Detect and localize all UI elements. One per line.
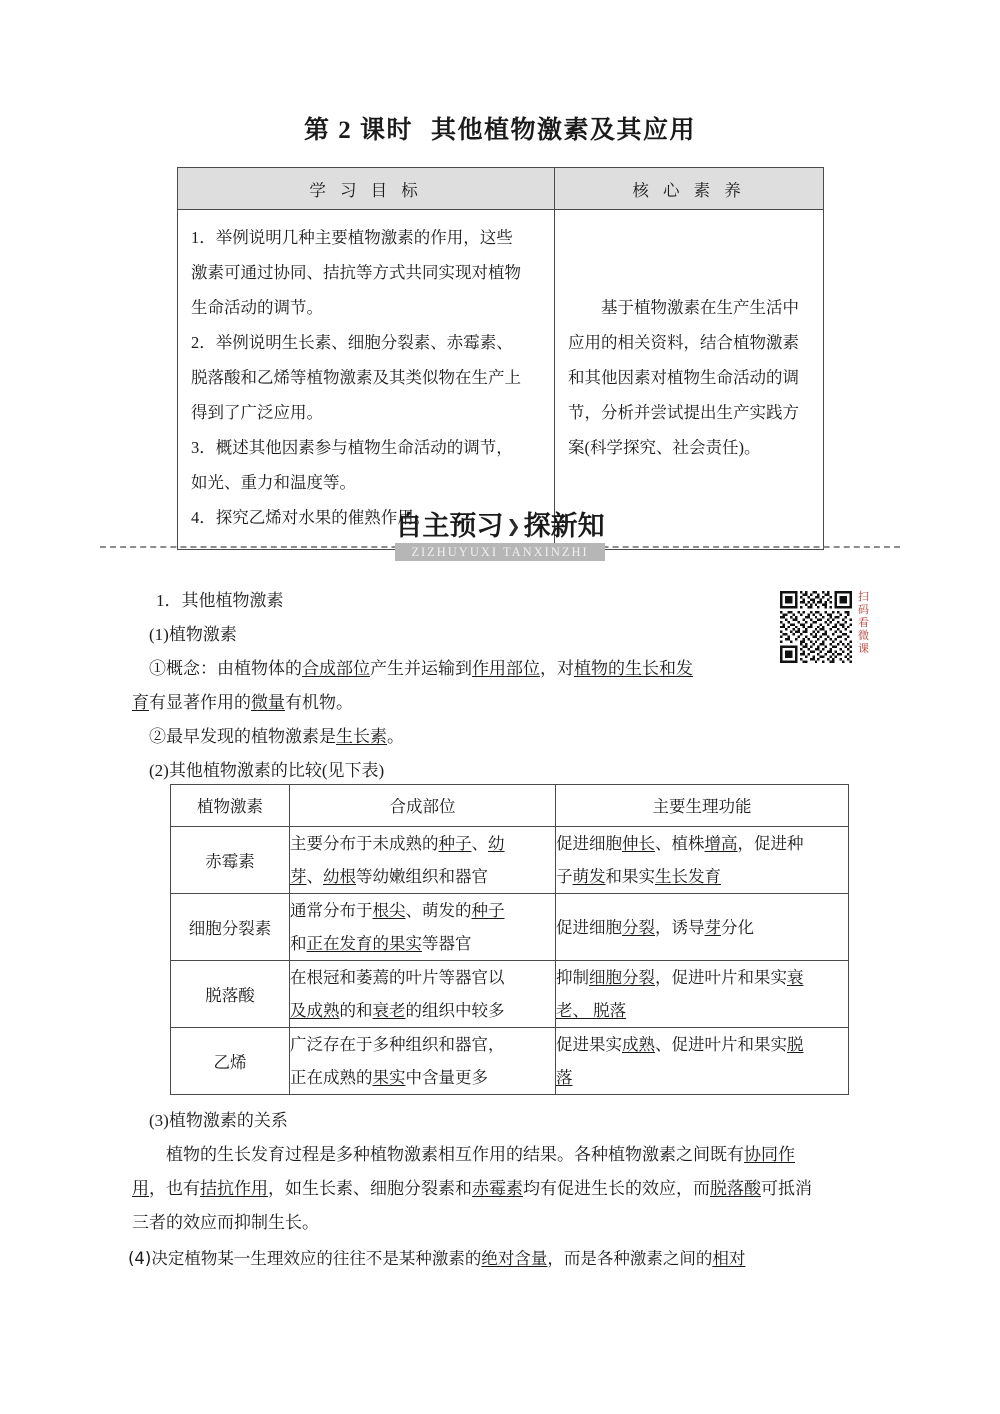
- answer-blank: 芽: [290, 867, 307, 886]
- relation-blank-2: 拮抗作用: [200, 1179, 268, 1198]
- learning-objectives-table: [177, 167, 824, 550]
- cell-synthesis-site: [290, 894, 556, 961]
- subitem-plant-hormone: (1)植物激素: [149, 625, 237, 644]
- cell-hormone-name: 细胞分裂素: [171, 894, 290, 961]
- objective-line: 生命活动的调节。: [191, 298, 323, 317]
- page-title: [0, 110, 1000, 146]
- cell-line: [290, 860, 555, 893]
- content-block-item-4: [128, 1242, 868, 1276]
- cell-text: 主要分布于未成熟的: [290, 834, 439, 853]
- subitem-hormone-relations: (3)植物激素的关系: [149, 1111, 288, 1130]
- relation-text: 可抵消: [761, 1179, 812, 1198]
- item-4-blank-2: 相对: [712, 1249, 746, 1268]
- answer-blank: 果实: [372, 1068, 406, 1087]
- cell-text: 等幼嫩组织和器官: [356, 867, 488, 886]
- qr-caption-char: 课: [858, 642, 869, 655]
- content-block-relations: [132, 1104, 872, 1240]
- item-4-blank-1: 绝对含量: [481, 1249, 548, 1268]
- earliest-blank: 生长素: [336, 727, 387, 746]
- cell-text: 的组织中较多: [405, 1001, 505, 1020]
- cell-line: [290, 927, 555, 960]
- item-4-text: ，而是各种激素之间的: [547, 1249, 713, 1268]
- relation-text: 植物的生长发育过程是多种植物激素相互作用的结果。各种植物激素之间既有: [166, 1145, 744, 1164]
- cell-text: 促进细胞: [556, 834, 622, 853]
- concept-text: 有显著作用的: [149, 693, 251, 712]
- earliest-hormone-line: [132, 720, 872, 754]
- cell-function: [556, 827, 849, 894]
- qr-code-icon: [780, 591, 852, 663]
- relation-blank-4: 脱落酸: [710, 1179, 761, 1198]
- chevron-right-icon: ❯: [506, 517, 521, 537]
- relation-text: 均有促进生长的效应，而: [523, 1179, 710, 1198]
- cell-hormone-name: 脱落酸: [171, 961, 290, 1028]
- concept-text: ，对: [540, 659, 574, 678]
- cell-text: 、: [471, 834, 488, 853]
- answer-blank: 种子: [471, 901, 505, 920]
- cell-line: [290, 1028, 555, 1061]
- cell-line: [290, 1061, 555, 1094]
- answer-blank: 细胞分裂: [589, 968, 655, 987]
- cell-line: [556, 911, 848, 944]
- banner-center: [330, 512, 670, 561]
- answer-blank: 萌发: [572, 867, 606, 886]
- cell-text: ，诱导: [655, 917, 705, 937]
- header-core-competency: 核 心 素 养: [555, 168, 824, 210]
- cell-line: [290, 827, 555, 860]
- cell-line: [556, 1061, 848, 1094]
- page-title-lesson: 第 2 课时: [303, 117, 413, 144]
- cell-synthesis-site: [290, 827, 556, 894]
- cell-learning-objectives: [178, 210, 555, 550]
- content-block-intro: [132, 584, 872, 788]
- header-synthesis-site: 合成部位: [290, 785, 556, 827]
- relation-line-2: [132, 1172, 872, 1206]
- cell-text: 等器官: [422, 934, 472, 953]
- answer-blank: 落: [556, 1068, 573, 1087]
- cell-text: 抑制: [556, 968, 589, 987]
- item-4-text: (4)决定植物某一生理效应的往往不是某种激素的: [128, 1249, 482, 1268]
- relation-blank-1: 协同作: [744, 1145, 795, 1164]
- header-hormone: 植物激素: [171, 785, 290, 827]
- objective-line: 激素可通过协同、拮抗等方式共同实现对植物: [191, 263, 521, 282]
- cell-synthesis-site: [290, 961, 556, 1028]
- banner-title-left: 自主预习: [395, 511, 504, 542]
- cell-text: 、促进叶片和果实: [655, 1035, 787, 1054]
- table-header-row: [178, 168, 824, 210]
- answer-blank: 衰老: [372, 1001, 406, 1020]
- cell-line: [556, 1028, 848, 1061]
- cell-function: [556, 1028, 849, 1095]
- answer-blank: 种子: [438, 834, 472, 853]
- relation-text: ，也有: [149, 1179, 200, 1198]
- qr-caption-char: 码: [858, 603, 869, 616]
- answer-blank: 芽: [704, 917, 721, 937]
- objective-line: 脱落酸和乙烯等植物激素及其类似物在生产上: [191, 368, 521, 387]
- cell-text: 中含量更多: [405, 1068, 488, 1087]
- cell-text: ，促进种: [737, 834, 804, 853]
- cell-synthesis-site: [290, 1028, 556, 1095]
- cell-text: 促进细胞: [556, 917, 622, 937]
- concept-line-2: [132, 686, 872, 720]
- relation-line-1: [132, 1138, 872, 1172]
- cell-line: [556, 827, 848, 860]
- answer-blank: 幼: [488, 834, 505, 853]
- qr-caption-char: 微: [858, 629, 869, 642]
- header-learning-objectives: 学 习 目 标: [178, 168, 555, 210]
- comparison-table-body: [171, 827, 849, 1095]
- cell-text: 、萌发的: [405, 901, 472, 920]
- hormone-comparison-table: [170, 784, 849, 1095]
- answer-blank: 衰: [787, 968, 804, 987]
- cell-text: 的和: [339, 1001, 373, 1020]
- page-title-topic: 其他植物激素及其应用: [431, 117, 697, 144]
- banner-title: [330, 512, 670, 542]
- header-function: 主要生理功能: [556, 785, 849, 827]
- cell-line: [290, 961, 555, 994]
- qr-code-image[interactable]: [780, 591, 852, 663]
- cell-line: [556, 994, 848, 1027]
- cell-text: 和果实: [605, 867, 655, 886]
- table-row: [171, 961, 849, 1028]
- concept-blank-3-cont: 育: [132, 693, 149, 712]
- objective-line: 3．概述其他因素参与植物生命活动的调节，: [191, 438, 513, 457]
- qr-code-caption: [856, 590, 871, 655]
- answer-blank: 幼根: [323, 867, 356, 886]
- subitem-comparison-ref: (2)其他植物激素的比较(见下表): [149, 761, 385, 780]
- cell-text: 通常分布于: [290, 901, 373, 920]
- cell-line: [556, 961, 848, 994]
- concept-text: 有机物。: [285, 693, 353, 712]
- section-banner: [100, 512, 900, 568]
- cell-text: 促进果实: [556, 1035, 622, 1054]
- table-row: [171, 827, 849, 894]
- heading-other-plant-hormones: 1．其他植物激素: [156, 591, 284, 610]
- cell-text: 子: [556, 867, 573, 886]
- qr-caption-char: 看: [858, 616, 869, 629]
- cell-text: 、植株: [655, 834, 705, 853]
- relation-blank-1-cont: 用: [132, 1179, 149, 1198]
- cell-text: 分化: [721, 917, 754, 937]
- cell-function: [556, 961, 849, 1028]
- cell-line: [290, 994, 555, 1027]
- cell-text: 广泛存在于多种组织和器官，: [290, 1035, 505, 1054]
- cell-core-competency: [555, 210, 824, 550]
- banner-pinyin: ZIZHUYUXI TANXINZHI: [395, 543, 604, 561]
- answer-blank: 成熟: [306, 1001, 340, 1020]
- banner-title-right: 探新知: [523, 511, 605, 542]
- objective-line: 4．探究乙烯对水果的催熟作用。: [191, 508, 431, 527]
- table-row: [171, 894, 849, 961]
- cell-text: 和: [290, 934, 307, 953]
- table-row: [171, 1028, 849, 1095]
- answer-blank: 及: [290, 1001, 307, 1020]
- concept-line-1: [132, 652, 872, 686]
- answer-blank: 根尖: [372, 901, 406, 920]
- concept-text: ①概念：由植物体的: [149, 659, 302, 678]
- cell-line: [556, 860, 848, 893]
- core-competency-text: 基于植物激素在生产生活中应用的相关资料，结合植物激素和其他因素对植物生命活动的调节，分析并尝试提出生产实践方案(科学探究、社会责任)。: [568, 298, 799, 457]
- cell-function: [556, 894, 849, 961]
- concept-blank-4: 微量: [251, 693, 285, 712]
- answer-blank: 分裂: [622, 917, 655, 937]
- cell-hormone-name: 赤霉素: [171, 827, 290, 894]
- item-4-line: [128, 1242, 868, 1276]
- relation-text: ，如生长素、细胞分裂素和: [268, 1179, 472, 1198]
- concept-blank-2: 作用部位: [472, 659, 540, 678]
- objective-line: 如光、重力和温度等。: [191, 473, 356, 492]
- earliest-text: 。: [387, 727, 404, 746]
- answer-blank: 脱: [787, 1035, 804, 1054]
- cell-text: 、: [306, 867, 323, 886]
- concept-text: 产生并运输到: [370, 659, 472, 678]
- table-header-row: [171, 785, 849, 827]
- relation-blank-3: 赤霉素: [472, 1179, 523, 1198]
- cell-hormone-name: 乙烯: [171, 1028, 290, 1095]
- cell-text: 在根冠和萎蔫的叶片等器官以: [290, 968, 505, 987]
- answer-blank: 老、 脱落: [556, 1001, 627, 1020]
- answer-blank: 正在发育的果实: [306, 934, 422, 953]
- answer-blank: 生长发育: [655, 867, 721, 886]
- concept-blank-1: 合成部位: [302, 659, 370, 678]
- objective-line: 1．举例说明几种主要植物激素的作用，这些: [191, 228, 513, 247]
- relation-line-3: 三者的效应而抑制生长。: [132, 1213, 319, 1232]
- qr-caption-char: 扫: [858, 590, 869, 603]
- answer-blank: 伸长: [622, 834, 655, 853]
- answer-blank: 增高: [704, 834, 738, 853]
- cell-text: ，促进叶片和果实: [655, 968, 787, 987]
- cell-text: 正在成熟的: [290, 1068, 373, 1087]
- cell-line: [290, 894, 555, 927]
- objective-line: 2．举例说明生长素、细胞分裂素、赤霉素、: [191, 333, 513, 352]
- objective-line: 得到了广泛应用。: [191, 403, 323, 422]
- answer-blank: 成熟: [622, 1035, 655, 1054]
- table-body-row: [178, 210, 824, 550]
- earliest-text: ②最早发现的植物激素是: [149, 727, 336, 746]
- concept-blank-3: 植物的生长和发: [574, 659, 693, 678]
